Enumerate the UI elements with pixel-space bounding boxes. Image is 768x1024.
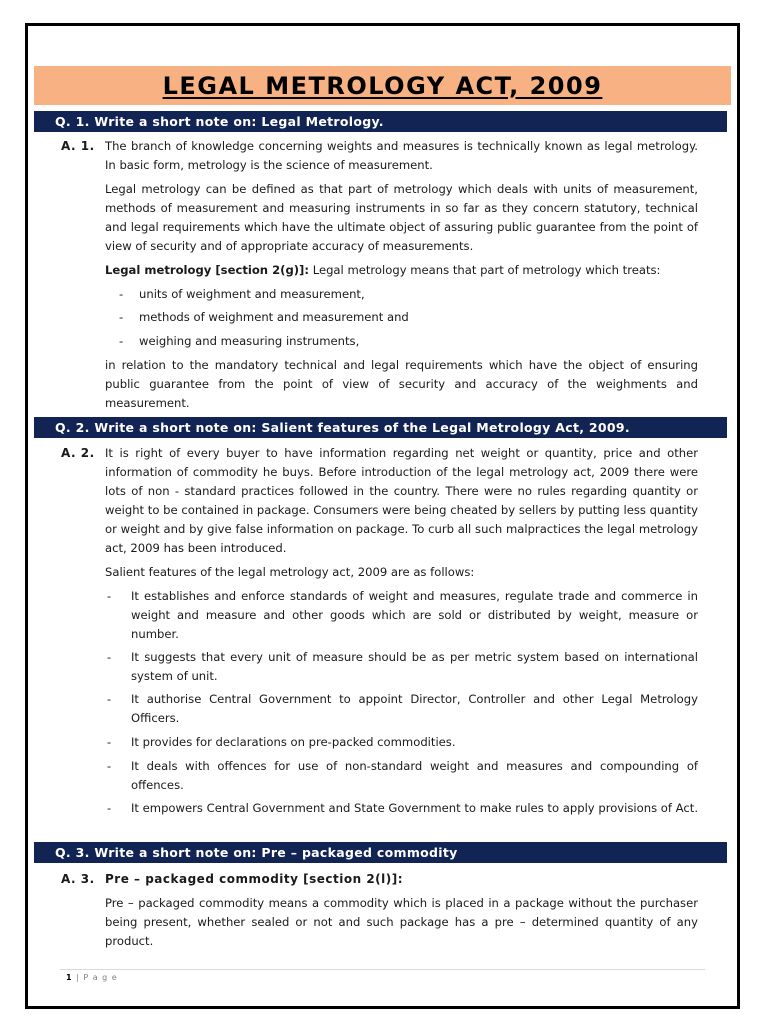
list-item: - It suggests that every unit of measure should be as per metric system based on international system of unit. xyxy=(107,650,698,683)
list-item: - weighing and measuring instruments, xyxy=(119,332,698,351)
q2-paragraph-1: It is right of every buyer to have information regarding net weight or quantity, price and other information of commodity he buys. Before introduction of the legal metrology act, 2009 there were lots of non - standard practices followed in the country. There were no rules regarding quantity or weight to be contained in package. Consumers were being cheated by sellers by putting less quantity or weight and by give false information on package. To curb all such malpractices the legal metrology act, 2009 has been introduced. xyxy=(105,446,698,555)
q1-definition-label: Legal metrology [section 2(g)]: xyxy=(105,263,309,277)
bullet-dash: - xyxy=(119,287,124,301)
page-number: 1 xyxy=(66,973,73,982)
bullet-dash: - xyxy=(119,334,124,348)
list-item: - It deals with offences for use of non-standard weight and measures and compounding of offences. xyxy=(107,759,698,792)
bullet-dash: - xyxy=(107,650,112,664)
q1-paragraph-1: The branch of knowledge concerning weights and measures is technically known as legal metrology. In basic form, metrology is the science of measurement. xyxy=(105,139,698,172)
bullet-dash: - xyxy=(107,801,112,815)
bullet-dash: - xyxy=(119,310,124,324)
answer-label-3: A. 3. xyxy=(61,872,95,886)
page-title: LEGAL METROLOGY ACT, 2009 xyxy=(162,71,603,100)
question-bar-1: Q. 1. Write a short note on: Legal Metrology. xyxy=(34,111,727,132)
q1-paragraph-3: in relation to the mandatory technical and legal requirements which have the object of ensuring public guarantee from the point of view of security and accuracy of the weighments and measurement. xyxy=(105,358,698,410)
bullet-dash: - xyxy=(107,589,112,603)
list-item: - It authorise Central Government to appoint Director, Controller and other Legal Metrology Officers. xyxy=(107,692,698,725)
list-item: - It establishes and enforce standards of weight and measures, regulate trade and commerce in weight and measure and other goods which are sold or distributed by weight, measure or number. xyxy=(107,589,698,641)
page-label: | P a g e xyxy=(76,973,118,982)
q1-paragraph-2: Legal metrology can be defined as that part of metrology which deals with units of measurement, methods of measurement and measuring instruments in so far as they concern statutory, technical and legal requirements which have the ultimate object of assuring public guarantee from the point of view of security and of appropriate accuracy of measurements. xyxy=(105,182,698,253)
q3-heading: Pre – packaged commodity [section 2(l)]: xyxy=(105,872,404,886)
q2-paragraph-2: Salient features of the legal metrology act, 2009 are as follows: xyxy=(105,565,475,579)
q1-definition-text: Legal metrology means that part of metrology which treats: xyxy=(312,263,661,277)
answer-label-2: A. 2. xyxy=(61,446,95,460)
bullet-dash: - xyxy=(107,692,112,706)
bullet-dash: - xyxy=(107,759,112,773)
q3-paragraph-1: Pre – packaged commodity means a commodity which is placed in a package without the purchaser being present, whether sealed or not and such package has a pre – determined quantity of any product. xyxy=(105,896,698,948)
bullet-dash: - xyxy=(107,735,112,749)
list-item: - It empowers Central Government and State Government to make rules to apply provisions of Act. xyxy=(107,799,698,818)
list-item: - methods of weighment and measurement and xyxy=(119,308,698,327)
footer-divider xyxy=(60,969,705,970)
q1-definition xyxy=(105,261,698,280)
list-item: - units of weighment and measurement, xyxy=(119,285,698,304)
title-banner xyxy=(34,66,731,105)
list-item: - It provides for declarations on pre-packed commodities. xyxy=(107,733,698,752)
question-bar-2: Q. 2. Write a short note on: Salient features of the Legal Metrology Act, 2009. xyxy=(34,417,727,438)
question-bar-3: Q. 3. Write a short note on: Pre – packaged commodity xyxy=(34,842,727,863)
answer-label-1: A. 1. xyxy=(61,139,95,153)
page-footer xyxy=(66,973,118,982)
